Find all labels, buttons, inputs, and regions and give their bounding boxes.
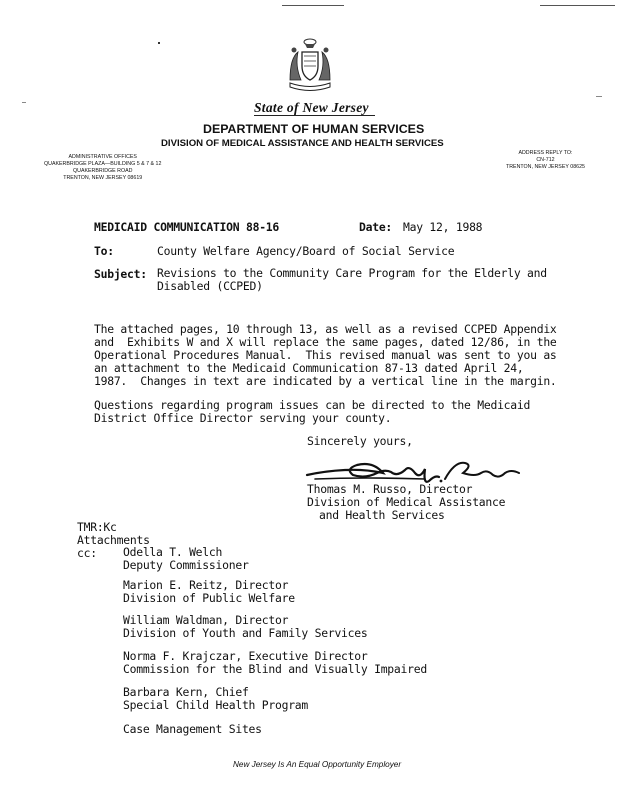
body-line: an attachment to the Medicaid Communication 87-13 dated April 24, <box>94 361 524 375</box>
body-line: District Office Director serving your county. <box>94 411 392 425</box>
date-value: May 12, 1988 <box>403 220 483 234</box>
address-line: QUAKERBRIDGE ROAD <box>73 168 133 174</box>
cc-recipient: Case Management Sites <box>123 722 262 736</box>
cc-recipient <box>123 686 308 712</box>
cc-recipient <box>123 614 368 640</box>
cc-title: Division of Public Welfare <box>123 591 295 605</box>
body-line: The attached pages, 10 through 13, as well as a revised CCPED Appendix <box>94 322 557 336</box>
cc-recipient <box>123 650 427 676</box>
scan-mark <box>282 5 344 6</box>
body-paragraph-1 <box>94 323 557 388</box>
communication-number: MEDICAID COMMUNICATION 88-16 <box>94 220 280 234</box>
left-address-block <box>44 154 161 182</box>
scan-mark <box>540 5 615 6</box>
body-line: 1987. Changes in text are indicated by a vertical line in the margin. <box>94 374 557 388</box>
signer-name: Thomas M. Russo, Director <box>307 482 473 496</box>
signer-division-cont: and Health Services <box>319 508 445 522</box>
subject-label: Subject: <box>94 267 147 281</box>
signature-block <box>307 483 505 522</box>
subject-line: Disabled (CCPED) <box>157 279 263 293</box>
cc-title: Division of Youth and Family Services <box>123 626 368 640</box>
body-line: Operational Procedures Manual. This revised manual was sent to you as <box>94 348 557 362</box>
right-address-block <box>506 150 585 171</box>
address-line: ADDRESS REPLY TO: <box>518 150 573 156</box>
address-line: TRENTON, NEW JERSEY 08625 <box>506 164 585 170</box>
cc-recipient <box>123 579 295 605</box>
subject-text <box>157 267 547 293</box>
to-value: County Welfare Agency/Board of Social Service <box>157 244 455 258</box>
cc-name: Marion E. Reitz, Director <box>123 578 289 592</box>
department-heading: DEPARTMENT OF HUMAN SERVICES <box>203 122 425 136</box>
cc-name: Norma F. Krajczar, Executive Director <box>123 649 368 663</box>
state-seal-icon <box>284 36 336 94</box>
scan-speck <box>596 96 602 97</box>
scan-speck <box>158 42 160 44</box>
salutation: Sincerely yours, <box>307 434 413 448</box>
signer-division: Division of Medical Assistance <box>307 495 506 509</box>
address-line: CN-712 <box>536 157 555 163</box>
address-line: TRENTON, NEW JERSEY 08619 <box>63 175 143 181</box>
scan-speck <box>22 102 26 103</box>
state-name: State of New Jersey <box>254 100 369 115</box>
date-label: Date: <box>359 220 393 234</box>
cc-name: Barbara Kern, Chief <box>123 685 249 699</box>
typist-initials: TMR:Kc <box>77 520 117 534</box>
body-line: Questions regarding program issues can be directed to the Medicaid <box>94 398 531 412</box>
cc-title: Special Child Health Program <box>123 698 309 712</box>
body-line: and Exhibits W and X will replace the same pages, dated 12/86, in the <box>94 335 557 349</box>
cc-name: William Waldman, Director <box>123 613 289 627</box>
state-name-underline <box>254 115 375 116</box>
address-line: ADMINISTRATIVE OFFICES <box>68 154 137 160</box>
cc-title: Commission for the Blind and Visually Impaired <box>123 662 427 676</box>
footer-eoe: New Jersey Is An Equal Opportunity Employer <box>233 760 402 769</box>
cc-name: Odella T. Welch <box>123 545 223 559</box>
to-label: To: <box>94 244 114 258</box>
attachments-note: Attachments <box>77 533 150 547</box>
cc-title: Deputy Commissioner <box>123 558 249 572</box>
address-line: QUAKERBRIDGE PLAZA—BUILDING 5 & 7 & 12 <box>44 161 162 167</box>
cc-recipient <box>123 546 249 572</box>
cc-label: cc: <box>77 546 97 560</box>
body-paragraph-2 <box>94 399 530 425</box>
subject-line: Revisions to the Community Care Program for the Elderly and <box>157 266 547 280</box>
division-heading: DIVISION OF MEDICAL ASSISTANCE AND HEALTH SERVICES <box>161 138 444 149</box>
